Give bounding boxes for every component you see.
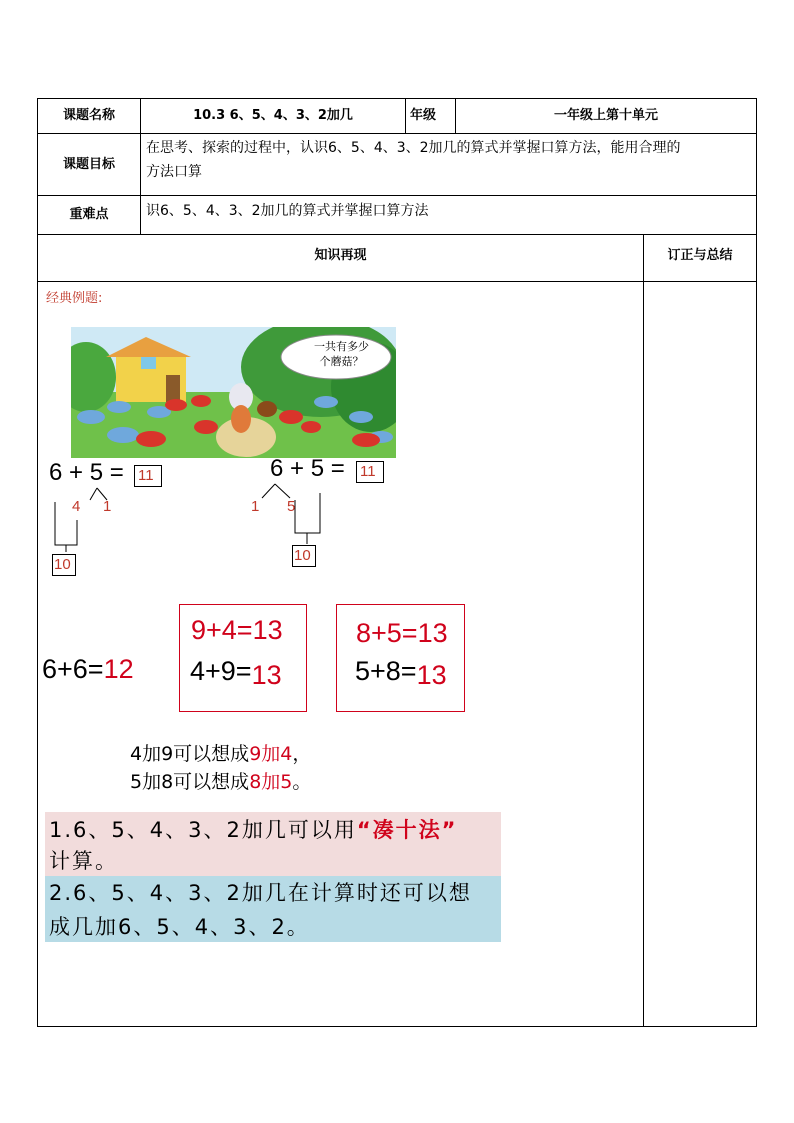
objective-line1: 在思考、探索的过程中，认识6、5、4、3、2加几的算式并掌握口算方法，能用合理的	[146, 140, 681, 156]
think2-a: 5加8可以想成	[130, 771, 250, 793]
think1-a: 4加9可以想成	[130, 743, 250, 765]
ten-box-right	[292, 545, 316, 567]
tip1-a: 1.6、5、4、3、2加几可以用	[49, 818, 357, 842]
box2-line1: 8+5=13	[356, 618, 448, 648]
commutative-box-1	[179, 604, 307, 712]
tip2-line1: 2.6、5、4、3、2加几在计算时还可以想	[49, 881, 472, 905]
ten-box-left	[52, 554, 76, 576]
commutative-box-2	[336, 604, 465, 712]
split-right-b: 5	[287, 498, 296, 515]
box1-line2-text: 4+9=	[190, 656, 252, 686]
tip1-b: “凑十法”	[356, 818, 458, 842]
example-label: 经典例题:	[46, 291, 103, 306]
grade-value: 一年级上第十单元	[553, 108, 658, 123]
key-text: 识6、5、4、3、2加几的算式并掌握口算方法	[146, 203, 429, 219]
objective-text	[146, 136, 754, 184]
think1-b: 9加4	[249, 743, 293, 765]
bubble-line2: 个蘑菇？	[319, 355, 364, 368]
split-left-b: 1	[103, 498, 112, 515]
think-line-1	[130, 740, 311, 768]
objective-line2: 方法口算	[146, 164, 202, 180]
split-lines-right	[250, 478, 330, 558]
answer-box-left	[134, 465, 162, 487]
ten-left: 10	[54, 556, 71, 573]
objective-label: 课题目标	[62, 157, 115, 172]
box2-line2-text: 5+8=	[355, 656, 417, 686]
answer-box-right	[356, 461, 384, 483]
tip-2-box	[45, 876, 501, 942]
grade-label: 年级	[410, 108, 437, 123]
tip-1-box	[45, 812, 501, 876]
eq3-answer: 12	[103, 654, 134, 684]
think1-c: ，	[292, 743, 312, 765]
think2-c: 。	[292, 771, 312, 793]
knowledge-label: 知识再现	[314, 248, 367, 263]
title-label: 课题名称	[62, 108, 115, 123]
title-value: 10.3 6、5、4、3、2加几	[193, 108, 353, 123]
ten-right: 10	[294, 547, 311, 564]
tip2-line2: 成几加6、5、4、3、2。	[49, 915, 310, 939]
speech-bubble	[289, 339, 394, 369]
tip1-line1	[49, 813, 457, 847]
box1-line2-answer: 13	[251, 660, 282, 690]
split-lines-left	[50, 480, 130, 560]
eq3-text: 6+6=	[42, 654, 104, 684]
split-left-a: 4	[72, 498, 81, 515]
equation-right: 6 + 5 =	[270, 455, 345, 482]
split-right-a: 1	[251, 498, 260, 515]
box2-line2	[355, 656, 447, 690]
box1-line1: 9+4=13	[191, 615, 283, 645]
notes-label: 订正与总结	[667, 248, 733, 263]
mushroom-illustration	[71, 327, 396, 458]
equation-left: 6 + 5 =	[49, 459, 124, 486]
tip1-line2: 计算。	[49, 849, 118, 873]
answer-right: 11	[360, 463, 376, 480]
key-label: 重难点	[69, 207, 109, 222]
bubble-line1: 一共有多少	[314, 340, 369, 353]
box2-line2-answer: 13	[416, 660, 447, 690]
box1-line2	[190, 656, 282, 690]
think2-b: 8加5	[249, 771, 293, 793]
think-line-2	[130, 768, 311, 796]
answer-left: 11	[138, 467, 154, 484]
equation-6-plus-6	[42, 654, 134, 685]
